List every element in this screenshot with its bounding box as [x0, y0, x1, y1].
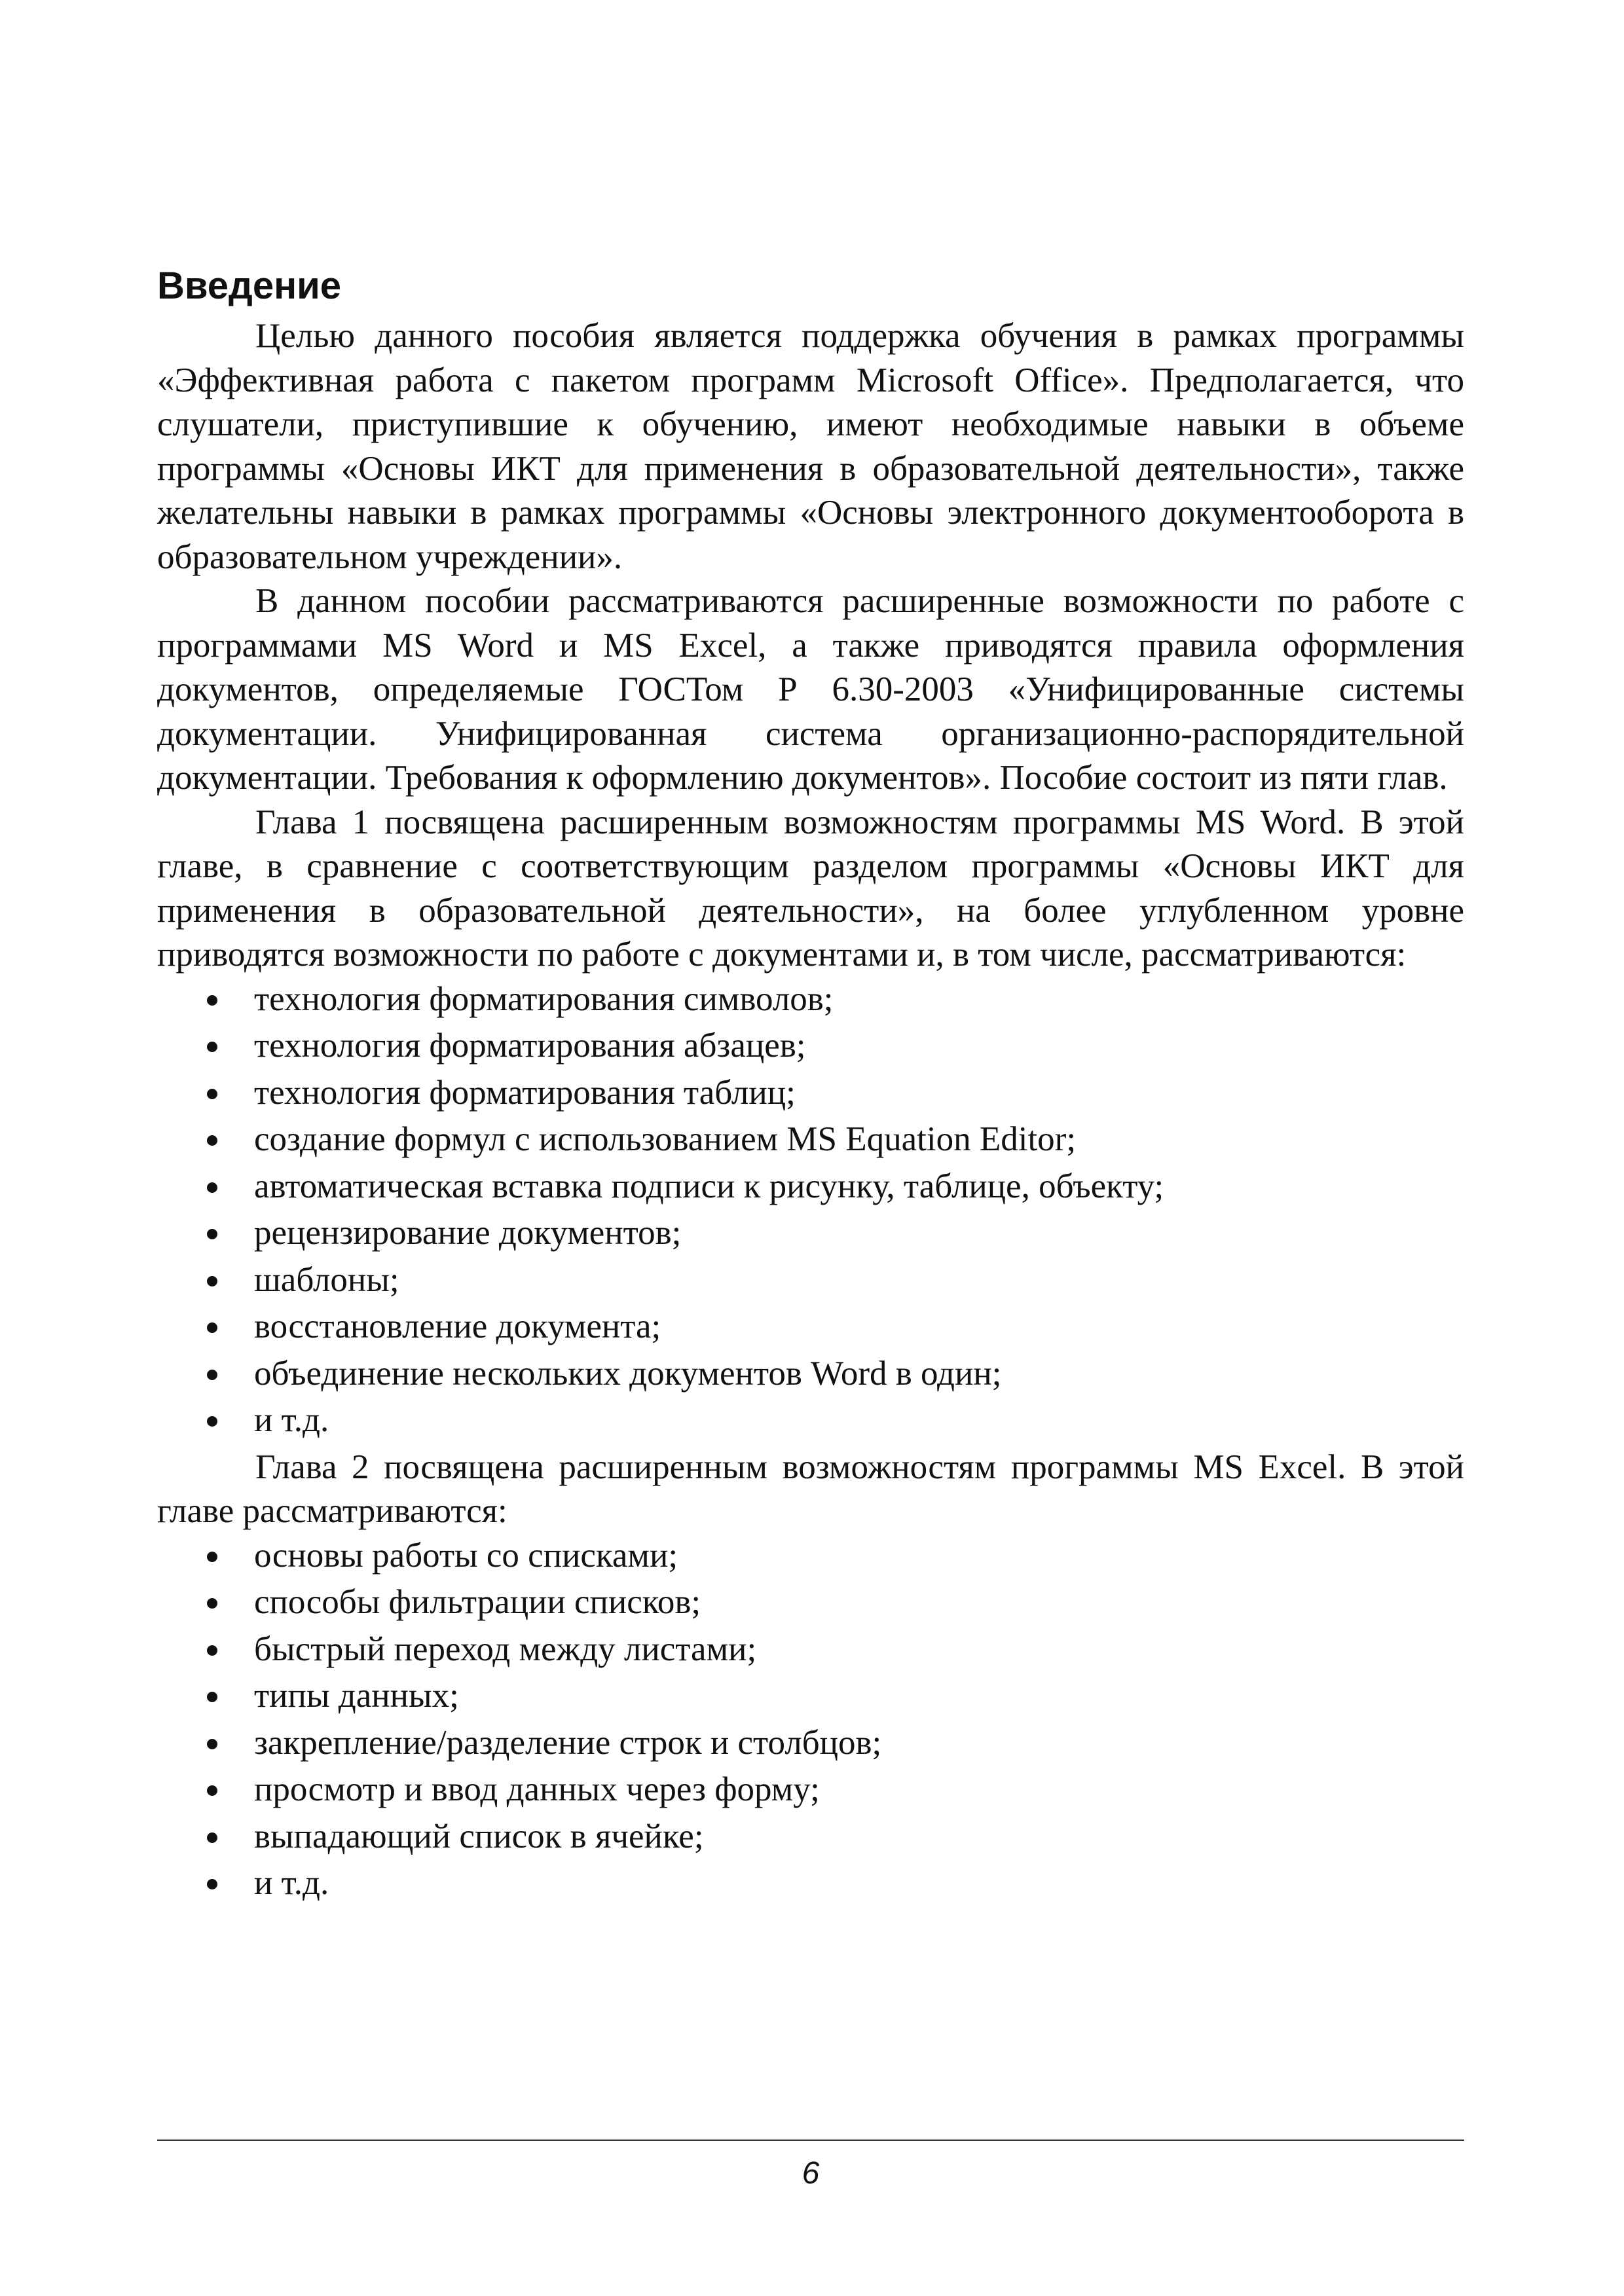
list-item: технология форматирования символов;: [157, 977, 1464, 1025]
list-item: и т.д.: [157, 1398, 1464, 1446]
list-item: технология форматирования абзацев;: [157, 1024, 1464, 1071]
paragraph-purpose: Целью данного пособия является поддержка обучения в рамках программы «Эффективная работа с пакетом программ Microsoft Office». Предполагается, что слушатели, приступившие к обучению, имеют необходимые навыки в объеме программы «Основы ИКТ для применения в образовательной деятельности», также желательны навыки в рамках программы «Основы электронного документооборота в образовательном учреждении».: [157, 317, 1464, 576]
footer-divider: [157, 2140, 1464, 2141]
list-item: технология форматирования таблиц;: [157, 1071, 1464, 1118]
list-item: быстрый переход между листами;: [157, 1628, 1464, 1675]
paragraph-chapter-2: Глава 2 посвящена расширенным возможностям программы MS Excel. В этой главе рассматриваются:: [157, 1448, 1464, 1530]
list-item: шаблоны;: [157, 1258, 1464, 1305]
paragraph-scope: В данном пособии рассматриваются расширенные возможности по работе с программами MS Word и MS Excel, а также приводятся правила оформления документов, определяемые ГОСТом Р 6.30-2003 «Унифицированные системы документации. Унифицированная система организационно-распорядительной документации. Требования к оформлению документов». Пособие состоит из пяти глав.: [157, 582, 1464, 797]
list-item: закрепление/разделение строк и столбцов;: [157, 1721, 1464, 1768]
paragraph-chapter-1: Глава 1 посвящена расширенным возможностям программы MS Word. В этой главе, в сравнение с соответствующим разделом программы «Основы ИКТ для применения в образовательной деятельности», на более углубленном уровне приводятся возможности по работе с документами и, в том числе, рассматриваются:: [157, 803, 1464, 974]
list-item: рецензирование документов;: [157, 1211, 1464, 1258]
section-heading: Введение: [157, 264, 342, 307]
list-item: выпадающий список в ячейке;: [157, 1815, 1464, 1862]
list-item: типы данных;: [157, 1674, 1464, 1721]
list-item: основы работы со списками;: [157, 1534, 1464, 1581]
page-number: 6: [802, 2156, 820, 2191]
list-item: объединение нескольких документов Word в один;: [157, 1352, 1464, 1399]
list-item: и т.д.: [157, 1861, 1464, 1908]
list-item: просмотр и ввод данных через форму;: [157, 1768, 1464, 1815]
page-content: [157, 262, 1464, 1908]
chapter-1-topics-list: [157, 977, 1464, 1446]
list-item: способы фильтрации списков;: [157, 1580, 1464, 1628]
list-item: восстановление документа;: [157, 1305, 1464, 1352]
list-item: создание формул с использованием MS Equation Editor;: [157, 1118, 1464, 1165]
chapter-2-topics-list: [157, 1534, 1464, 1908]
body-text: [157, 314, 1464, 1908]
list-item: автоматическая вставка подписи к рисунку, таблице, объекту;: [157, 1165, 1464, 1212]
